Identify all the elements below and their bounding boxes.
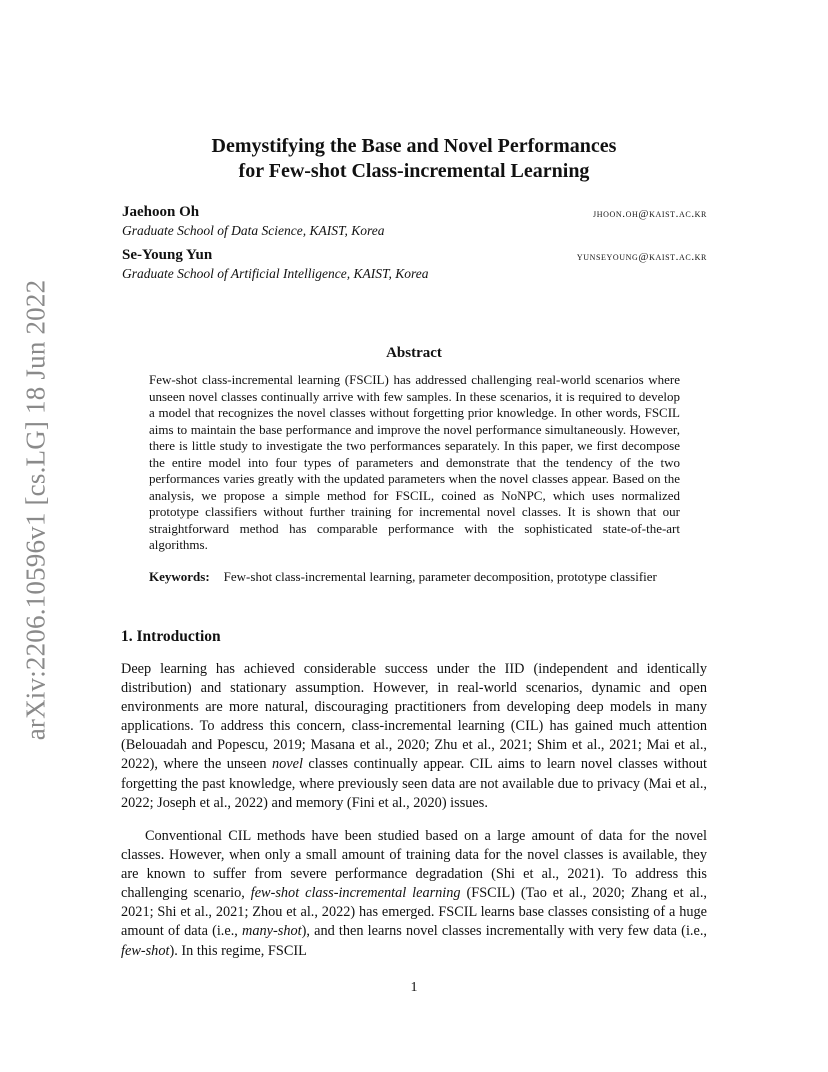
author-name-2: Se-Young Yun [122,247,213,263]
author-email-2[interactable]: yunseyoung@kaist.ac.kr [576,251,707,263]
para2-text-a: Conventional CIL methods have been studied based on a large amount of data for the novel classes. However, when only a small amount of training data for the novel classes is available, they are known to suffer from severe performance degradation (Shi et al., 2021). To address this challenging scenario, [121,828,707,902]
author-affiliation-2: Graduate School of Artificial Intelligence, KAIST, Korea [122,266,429,281]
arxiv-identifier-stamp: arXiv:2206.10596v1 [cs.LG] 18 Jun 2022 [20,279,51,741]
para1-emphasis: novel [271,756,303,773]
keywords [149,569,680,586]
para2-text-c: ), and then learns novel classes incrementally with very few data (i.e., [301,923,707,940]
para2-text-b: (FSCIL) (Tao et al., 2020; Zhang et al., 2021; Shi et al., 2021; Zhou et al., 2022) has emerged. FSCIL learns base classes consisting of a huge amount of data (i.e., [121,885,707,940]
introduction-paragraph-1 [121,660,707,813]
abstract-body: Few-shot class-incremental learning (FSCIL) has addressed challenging real-world scenarios where unseen novel classes continually arrive with few samples. In these scenarios, it is required to develop a model that recognizes the novel classes without forgetting prior knowledge. In other words, FSCIL aims to maintain the base performance and improve the novel performance simultaneously. However, there is little study to investigate the two performances separately. In this paper, we first decompose the entire model into four types of parameters and demonstrate that the tendency of the two performances varies greatly with the updated parameters when the novel classes appear. Based on the analysis, we propose a simple method for FSCIL, coined as NoNPC, which uses normalized prototype classifiers without further training for incremental novel classes. It is shown that our straightforward method has comparable performance with the sophisticated state-of-the-art algorithms. [149,372,680,552]
title-line-2: for Few-shot Class-incremental Learning [238,160,590,182]
introduction-paragraph-2 [121,827,707,961]
author-name-1: Jaehoon Oh [122,204,200,220]
title-line-1: Demystifying the Base and Novel Performances [211,135,617,157]
abstract-heading: Abstract [386,345,442,361]
keywords-text: Few-shot class-incremental learning, parameter decomposition, prototype classifier [223,569,657,584]
page-number: 1 [410,980,418,995]
author-affiliation-1: Graduate School of Data Science, KAIST, Korea [122,223,385,238]
keywords-label: Keywords: [149,569,210,584]
paper-title [120,134,708,184]
para2-text-d: ). In this regime, FSCIL [169,942,307,959]
para1-text-a: Deep learning has achieved considerable success under the IID (independent and identically distribution) and stationary assumption. However, in real-world scenarios, dynamic and open environments are more natural, discouraging practitioners from developing deep models in many applications. To address this concern, class-incremental learning (CIL) has gained much attention (Belouadah and Popescu, 2019; Masana et al., 2020; Zhu et al., 2021; Shim et al., 2021; Mai et al., 2022), where the unseen [121,661,707,773]
para2-emphasis-1: few-shot class-incremental learning [250,885,461,902]
para2-emphasis-2: many-shot [242,923,302,940]
para2-emphasis-3: few-shot [121,942,170,959]
para1-text-b: classes continually appear. CIL aims to learn novel classes without forgetting the past knowledge, where previously seen data are not available due to privacy (Mai et al., 2022; Joseph et al., 2022) and memory (Fini et al., 2020) issues. [121,756,707,811]
section-heading-introduction: 1. Introduction [121,628,221,645]
author-email-1[interactable]: jhoon.oh@kaist.ac.kr [593,208,707,220]
